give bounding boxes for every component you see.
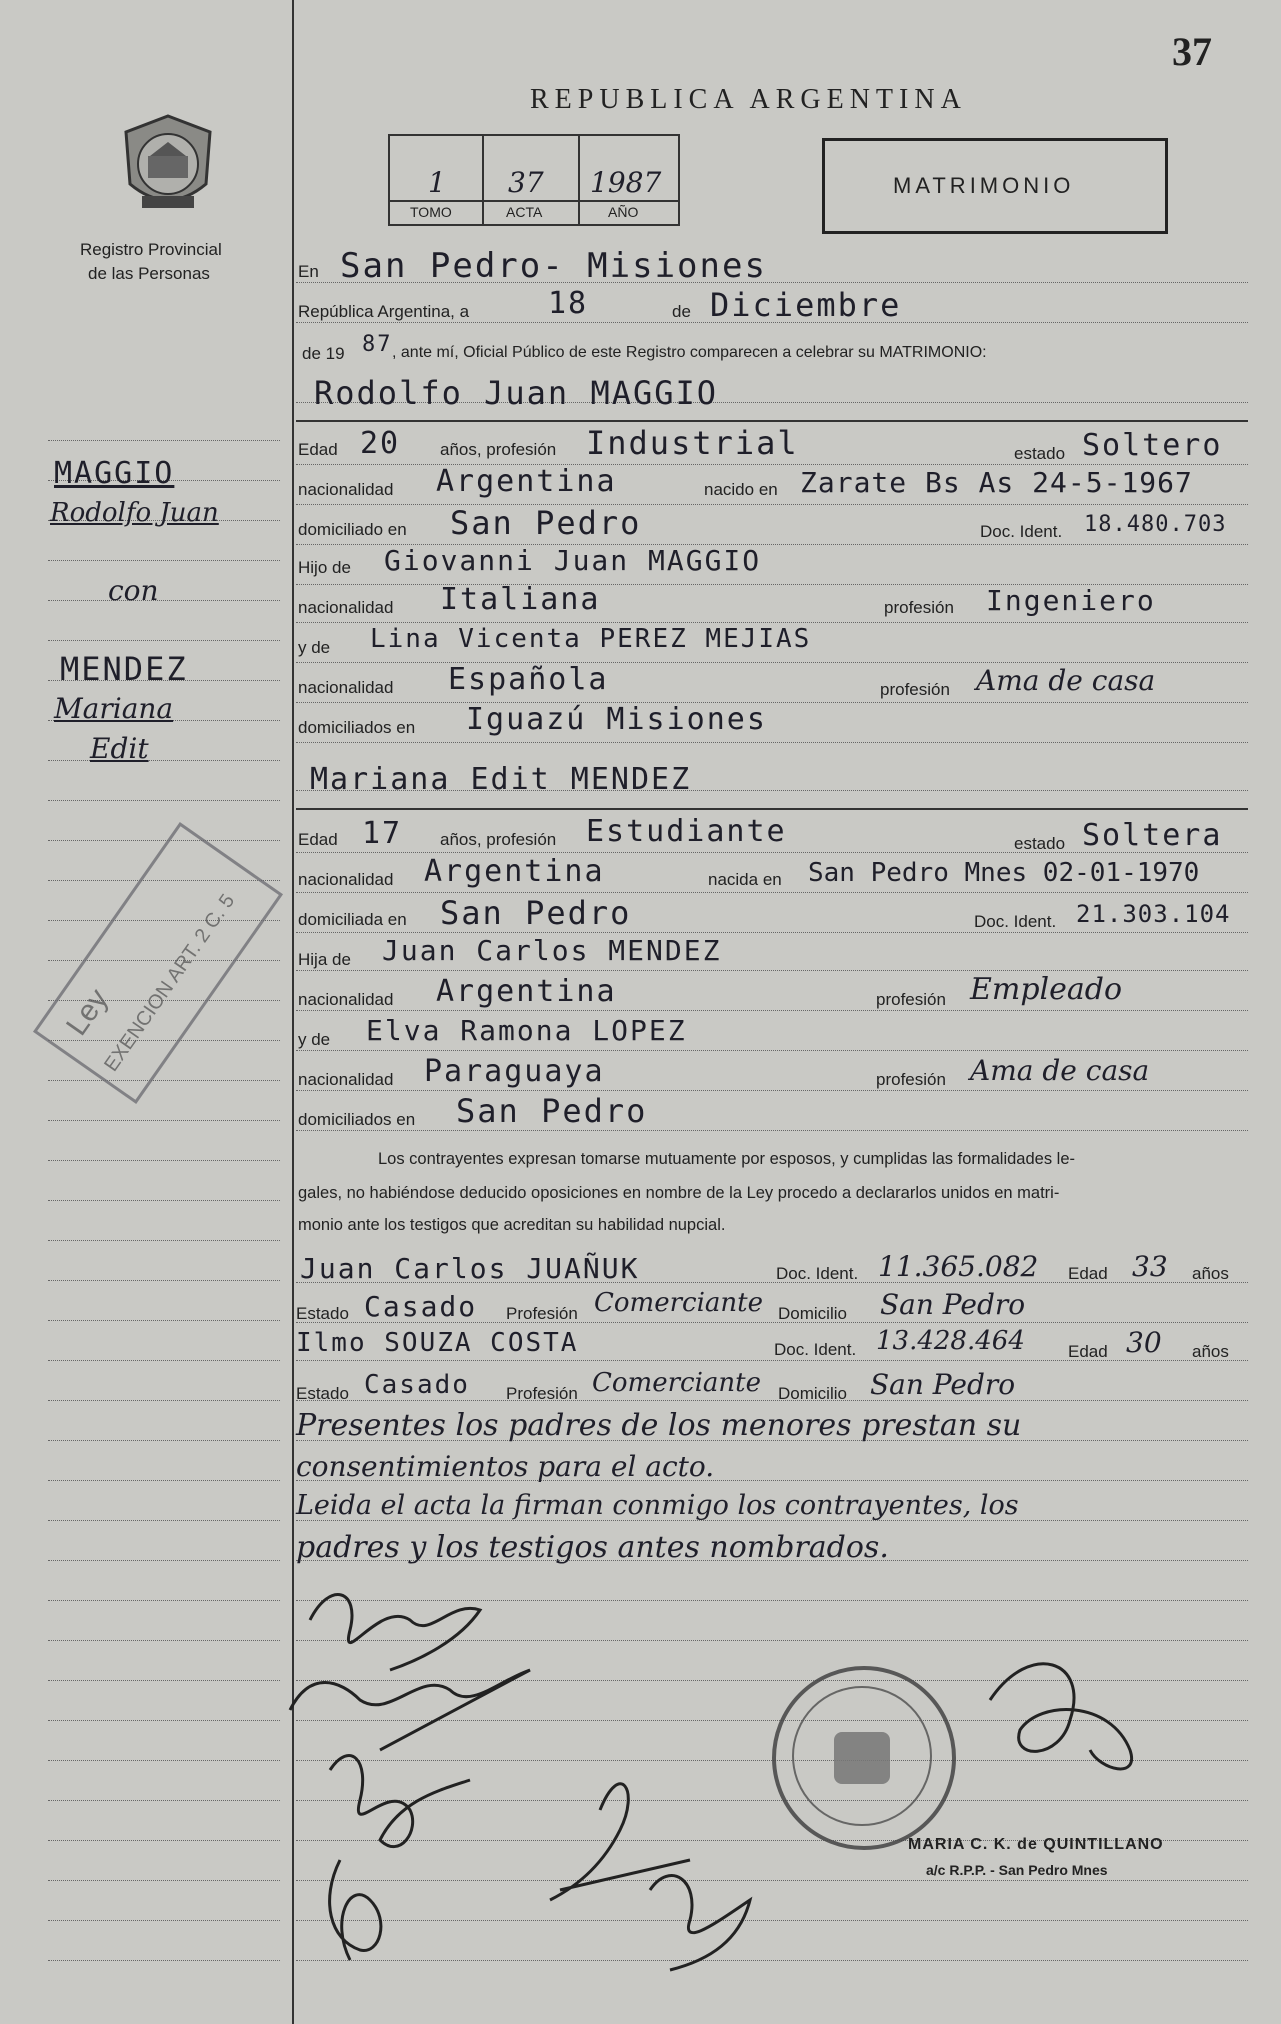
note-line2: consentimientos para el acto. — [296, 1450, 715, 1483]
bride-mother-nat: Paraguaya — [424, 1054, 605, 1089]
margin-rule-line — [48, 600, 280, 601]
bride-pres-label: domiciliados en — [298, 1110, 416, 1129]
bride-father-label: Hija de — [298, 950, 351, 969]
groom-res-label: domiciliado en — [298, 520, 407, 539]
witness1-name: Juan Carlos JUAÑUK — [300, 1252, 640, 1285]
margin-rule-line — [48, 640, 280, 641]
body-rule-line — [296, 504, 1248, 505]
groom-profession: Industrial — [586, 424, 799, 462]
bride-profession: Estudiante — [586, 814, 787, 849]
stamp-line2: EXENCION ART. 2 C. 5 — [100, 890, 240, 1076]
margin-rule-line — [48, 1840, 280, 1841]
groom-father-prof: Ingeniero — [986, 584, 1156, 617]
bride-divider — [296, 808, 1248, 810]
w1-prof-label: Profesión — [506, 1304, 578, 1323]
margin-rule-line — [48, 1960, 280, 1961]
groom-divider — [296, 420, 1248, 422]
margin-rule-line — [48, 1480, 280, 1481]
tomo-value: 1 — [428, 166, 446, 199]
bride-nat-label: nacionalidad — [298, 870, 394, 889]
groom-name: Rodolfo Juan MAGGIO — [314, 374, 719, 412]
declaration-line1: Los contrayentes expresan tomarse mutuamente por esposos, y cumplidas las formalidades le- — [378, 1150, 1076, 1168]
bride-father-nat: Argentina — [436, 974, 617, 1009]
bride-doc-label: Doc. Ident. — [974, 912, 1057, 931]
margin-rule-line — [48, 1440, 280, 1441]
body-rule-line — [296, 702, 1248, 703]
exemption-stamp — [33, 822, 283, 1104]
margin-rule-line — [48, 560, 280, 561]
witness2-address: San Pedro — [870, 1368, 1016, 1401]
margin-rule-line — [48, 1600, 280, 1601]
bride-born-label: nacida en — [708, 870, 782, 889]
margin-rule-line — [48, 1280, 280, 1281]
signature-7 — [990, 1664, 1132, 1769]
witness1-doc: 11.365.082 — [878, 1250, 1039, 1283]
margin-con: con — [108, 574, 159, 607]
groom-age-label: Edad — [298, 440, 338, 459]
w2-prof-label: Profesión — [506, 1384, 578, 1403]
body-rule-line — [296, 1090, 1248, 1091]
groom-birth: Zarate Bs As 24-5-1967 — [800, 466, 1193, 499]
declaration-line2: gales, no habiéndose deducido oposiciones en nombre de la Ley procedo a declararlos unidos en matri- — [298, 1184, 1060, 1202]
acta-value: 37 — [508, 166, 544, 199]
body-rule-line — [296, 1400, 1248, 1401]
bride-age: 17 — [362, 816, 403, 851]
body-rule-line — [296, 1130, 1248, 1131]
margin-groom-name: Rodolfo Juan — [50, 498, 219, 528]
witness1-status: Casado — [364, 1290, 478, 1323]
groom-mother-nat: Española — [448, 662, 609, 697]
groom-status: Soltero — [1082, 428, 1223, 463]
witness2-age: 30 — [1126, 1326, 1162, 1359]
body-rule-line — [296, 662, 1248, 663]
w2-doc-label: Doc. Ident. — [774, 1340, 857, 1359]
groom-mnat-label: nacionalidad — [298, 678, 394, 697]
bride-residence: San Pedro — [440, 894, 632, 932]
registry-line1: Registro Provincial — [80, 240, 222, 259]
margin-rule-line — [48, 1080, 280, 1081]
bride-name: Mariana Edit MENDEZ — [310, 762, 692, 797]
w1-status-label: Estado — [296, 1304, 349, 1323]
margin-rule-line — [48, 1200, 280, 1201]
margin-rule-line — [48, 1560, 280, 1561]
w2-status-label: Estado — [296, 1384, 349, 1403]
bride-mnat-label: nacionalidad — [298, 1070, 394, 1089]
margin-rule-line — [48, 1240, 280, 1241]
groom-pres-label: domiciliados en — [298, 718, 416, 737]
tomo-label: TOMO — [410, 204, 452, 220]
margin-rule-line — [48, 760, 280, 761]
body-rule-line — [296, 742, 1248, 743]
w2-dom-label: Domicilio — [778, 1384, 847, 1403]
margin-rule-line — [48, 800, 280, 801]
groom-father: Giovanni Juan MAGGIO — [384, 544, 762, 577]
body-rule-line — [296, 1010, 1248, 1011]
groom-nationality: Argentina — [436, 464, 617, 499]
margin-bride-surname: MENDEZ — [60, 650, 188, 688]
margin-rule-line — [48, 1160, 280, 1161]
groom-mother: Lina Vicenta PEREZ MEJIAS — [370, 624, 812, 654]
groom-status-label: estado — [1014, 444, 1066, 463]
groom-born-label: nacido en — [704, 480, 778, 499]
groom-fnat-label: nacionalidad — [298, 598, 394, 617]
registry-line2: de las Personas — [88, 264, 210, 283]
groom-doc-label: Doc. Ident. — [980, 522, 1063, 541]
acta-label: ACTA — [506, 204, 543, 220]
margin-rule-line — [48, 1680, 280, 1681]
margin-rule-line — [48, 1320, 280, 1321]
page-number: 37 — [1172, 29, 1212, 74]
groom-mother-label: y de — [298, 638, 331, 657]
body-rule-line — [296, 622, 1248, 623]
bride-mprof-label: profesión — [876, 1070, 946, 1089]
margin-rule-line — [48, 1760, 280, 1761]
witness2-profession: Comerciante — [592, 1368, 761, 1398]
groom-doc: 18.480.703 — [1084, 512, 1227, 537]
bride-father: Juan Carlos MENDEZ — [382, 934, 722, 967]
margin-rule-line — [48, 1520, 280, 1521]
w2-age-label: Edad — [1068, 1342, 1108, 1361]
margin-rule-line — [48, 1400, 280, 1401]
w1-anios-label: años — [1192, 1264, 1229, 1283]
bride-age-label: Edad — [298, 830, 338, 849]
margin-rule-line — [48, 1920, 280, 1921]
intro-sentence: , ante mí, Oficial Público de este Registro comparecen a celebrar su MATRIMONIO: — [392, 344, 987, 361]
witness2-name: Ilmo SOUZA COSTA — [296, 1328, 579, 1358]
witness1-address: San Pedro — [880, 1288, 1026, 1321]
margin-groom-surname: MAGGIO — [54, 456, 175, 491]
republica-label: República Argentina, a — [298, 302, 470, 321]
bride-mother: Elva Ramona LOPEZ — [366, 1014, 687, 1047]
groom-residence: San Pedro — [450, 504, 642, 542]
day-value: 18 — [548, 286, 589, 321]
groom-fprof-label: profesión — [884, 598, 954, 617]
body-rule-line — [296, 1050, 1248, 1051]
declaration-line3: monio ante los testigos que acreditan su habilidad nupcial. — [298, 1216, 726, 1234]
groom-mprof-label: profesión — [880, 680, 950, 699]
year-prefix: de 19 — [302, 344, 345, 363]
body-rule-line — [296, 892, 1248, 893]
de-label: de — [672, 302, 691, 321]
margin-bride-name2: Edit — [90, 732, 149, 765]
witness1-profession: Comerciante — [594, 1288, 763, 1318]
signature-1 — [310, 1595, 480, 1670]
doc-type: MATRIMONIO — [893, 173, 1075, 198]
groom-prof-label: años, profesión — [440, 440, 557, 459]
body-rule-line — [296, 932, 1248, 933]
w1-dom-label: Domicilio — [778, 1304, 847, 1323]
bride-prof-label: años, profesión — [440, 830, 557, 849]
margin-bride-name: Mariana — [54, 692, 174, 725]
official-name: MARIA C. K. de QUINTILLANO — [908, 1836, 1164, 1853]
signature-3 — [330, 1756, 470, 1847]
note-line3: Leida el acta la firman conmigo los contrayentes, los — [296, 1490, 1019, 1521]
bride-father-prof: Empleado — [970, 972, 1123, 1007]
margin-rule-line — [48, 1360, 280, 1361]
registry-seal — [118, 112, 218, 220]
bride-fprof-label: profesión — [876, 990, 946, 1009]
witness2-status: Casado — [364, 1370, 470, 1400]
margin-rule-line — [48, 840, 280, 841]
groom-father-nat: Italiana — [440, 582, 601, 617]
place-value: San Pedro- Misiones — [340, 246, 767, 286]
w2-anios-label: años — [1192, 1342, 1229, 1361]
record-box — [388, 134, 680, 226]
w1-age-label: Edad — [1068, 1264, 1108, 1283]
en-label: En — [298, 262, 319, 281]
margin-rule-line — [48, 1640, 280, 1641]
bride-doc: 21.303.104 — [1076, 900, 1231, 928]
signatures — [270, 1560, 1170, 1980]
margin-rule-line — [48, 1720, 280, 1721]
doc-type-box — [822, 138, 1168, 234]
bride-mother-prof: Ama de casa — [970, 1054, 1150, 1087]
w1-doc-label: Doc. Ident. — [776, 1264, 859, 1283]
groom-nat-label: nacionalidad — [298, 480, 394, 499]
bride-fnat-label: nacionalidad — [298, 990, 394, 1009]
year-suffix: 87 — [362, 332, 393, 357]
bride-birth: San Pedro Mnes 02-01-1970 — [808, 858, 1200, 888]
bride-nationality: Argentina — [424, 854, 605, 889]
country-title: REPUBLICA ARGENTINA — [530, 84, 967, 115]
groom-mother-prof: Ama de casa — [976, 664, 1156, 697]
margin-rule-line — [48, 1880, 280, 1881]
signature-4 — [330, 1860, 381, 1960]
witness2-doc: 13.428.464 — [876, 1326, 1025, 1356]
margin-rule-line — [48, 1800, 280, 1801]
stamp-line1: Ley — [60, 982, 115, 1042]
groom-age: 20 — [360, 426, 401, 461]
anio-label: AÑO — [608, 204, 639, 220]
bride-res-label: domiciliada en — [298, 910, 407, 929]
official-title: a/c R.P.P. - San Pedro Mnes — [926, 1862, 1108, 1878]
note-line1: Presentes los padres de los menores prestan su — [296, 1408, 1022, 1443]
bride-status-label: estado — [1014, 834, 1066, 853]
bride-status: Soltera — [1082, 818, 1223, 853]
signature-6 — [650, 1876, 750, 1970]
groom-parents-res: Iguazú Misiones — [466, 702, 767, 737]
anio-value: 1987 — [590, 166, 662, 199]
bride-parents-res: San Pedro — [456, 1092, 648, 1130]
note-line4: padres y los testigos antes nombrados. — [296, 1530, 889, 1565]
margin-rule-line — [48, 1120, 280, 1121]
signature-2 — [290, 1670, 530, 1750]
signature-5 — [550, 1784, 690, 1900]
margin-rule-line — [48, 440, 280, 441]
witness1-age: 33 — [1132, 1250, 1168, 1283]
groom-father-label: Hijo de — [298, 558, 351, 577]
month-value: Diciembre — [710, 286, 902, 324]
bride-mother-label: y de — [298, 1030, 331, 1049]
body-rule-line — [296, 970, 1248, 971]
